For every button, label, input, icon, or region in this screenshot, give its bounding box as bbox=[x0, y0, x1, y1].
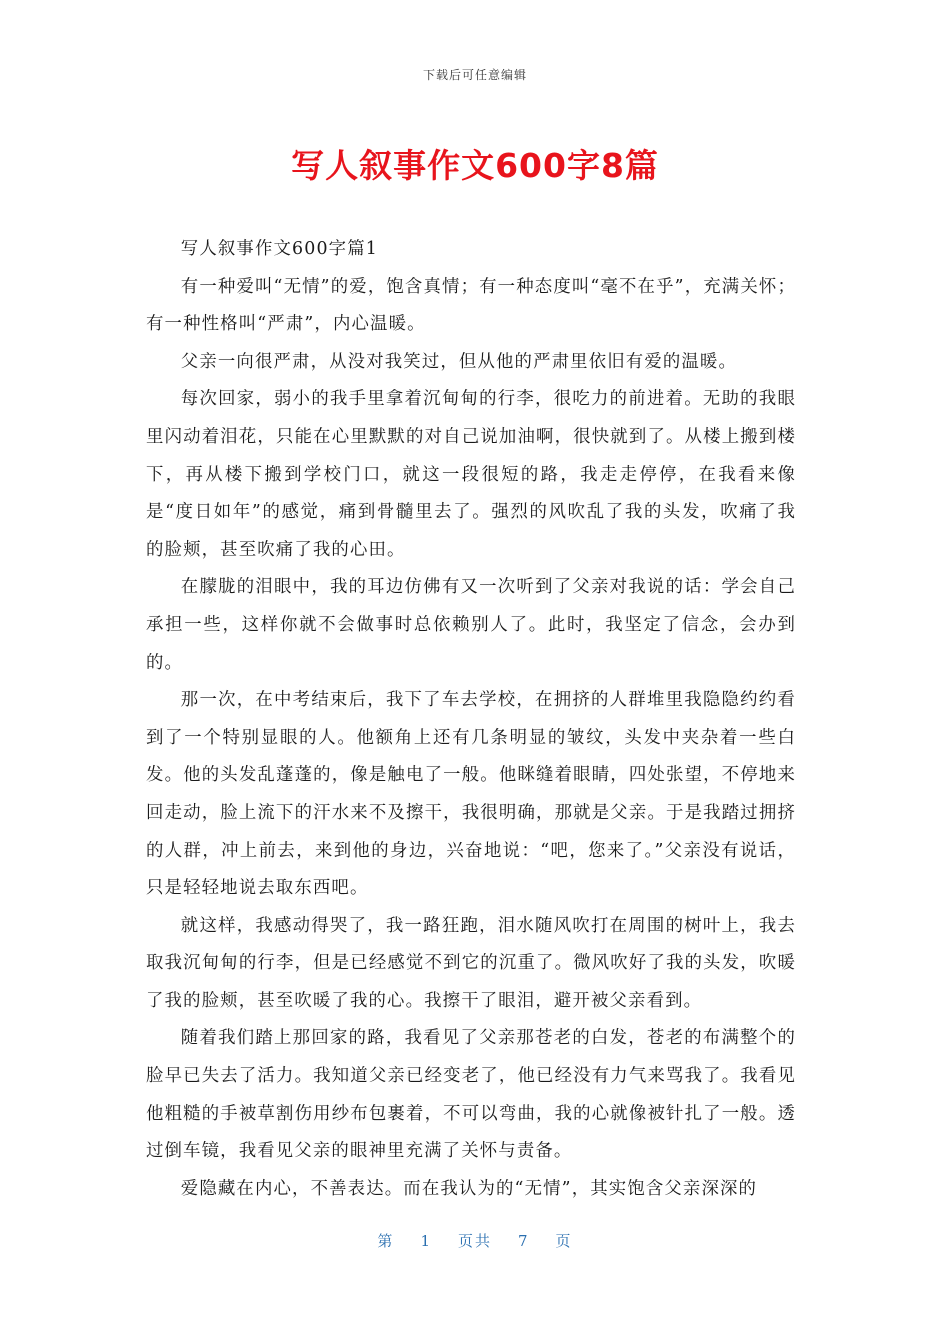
page-label-prefix: 第 bbox=[377, 1232, 395, 1250]
paragraph: 爱隐藏在内心，不善表达。而在我认为的“无情”，其实饱含父亲深深的 bbox=[180, 1178, 758, 1199]
header-note: 下载后可任意编辑 bbox=[422, 68, 527, 82]
paragraph: 有一种爱叫“无情”的爱，饱含真情；有一种态度叫“毫不在乎”，充满关怀；有一种性格叫“严肃”，内心温暖。 bbox=[146, 276, 796, 335]
document-body bbox=[146, 231, 796, 1208]
current-page-number: 1 bbox=[420, 1232, 432, 1250]
page-label-middle: 页共 bbox=[457, 1232, 492, 1250]
paragraph: 每次回家，弱小的我手里拿着沉甸甸的行李，很吃力的前进着。无助的我眼里闪动着泪花，只能在心里默默的对自己说加油啊，很快就到了。从楼上搬到楼下，再从楼下搬到学校门口，就这一段很短的路，我走走停停，在我看来像是“度日如年”的感觉，痛到骨髓里去了。强烈的风吹乱了我的头发，吹痛了我的脸颊，甚至吹痛了我的心田。 bbox=[146, 389, 796, 560]
document-title: 写人叙事作文600字8篇 bbox=[291, 146, 659, 185]
paragraph: 就这样，我感动得哭了，我一路狂跑，泪水随风吹打在周围的树叶上，我去取我沉甸甸的行李，但是已经感觉不到它的沉重了。微风吹好了我的头发，吹暖了我的脸颊，甚至吹暖了我的心。我擦干了眼泪，避开被父亲看到。 bbox=[146, 915, 796, 1011]
paragraph: 在朦胧的泪眼中，我的耳边仿佛有又一次听到了父亲对我说的话：学会自己承担一些，这样你就不会做事时总依赖别人了。此时，我坚定了信念，会办到的。 bbox=[146, 577, 796, 673]
paragraph: 随着我们踏上那回家的路，我看见了父亲那苍老的白发，苍老的布满整个的脸早已失去了活力。我知道父亲已经变老了，他已经没有力气来骂我了。我看见他粗糙的手被草割伤用纱布包裹着，不可以弯曲，我的心就像被针扎了一般。透过倒车镜，我看见父亲的眼神里充满了关怀与责备。 bbox=[146, 1028, 796, 1162]
paragraph: 父亲一向很严肃，从没对我笑过，但从他的严肃里依旧有爱的温暖。 bbox=[180, 351, 738, 372]
page-footer bbox=[0, 1230, 950, 1251]
paragraph: 那一次，在中考结束后，我下了车去学校，在拥挤的人群堆里我隐隐约约看到了一个特别显眼的人。他额角上还有几条明显的皱纹，头发中夹杂着一些白发。他的头发乱蓬蓬的，像是触电了一般。他眯缝着眼睛，四处张望，不停地来回走动，脸上流下的汗水来不及擦干，我很明确，那就是父亲。于是我踏过拥挤的人群，冲上前去，来到他的身边，兴奋地说：“吧，您来了。”父亲没有说话，只是轻轻地说去取东西吧。 bbox=[146, 690, 796, 899]
page-label-suffix: 页 bbox=[555, 1232, 573, 1250]
section-heading: 写人叙事作文600字篇1 bbox=[180, 239, 378, 259]
total-pages-number: 7 bbox=[518, 1232, 530, 1250]
